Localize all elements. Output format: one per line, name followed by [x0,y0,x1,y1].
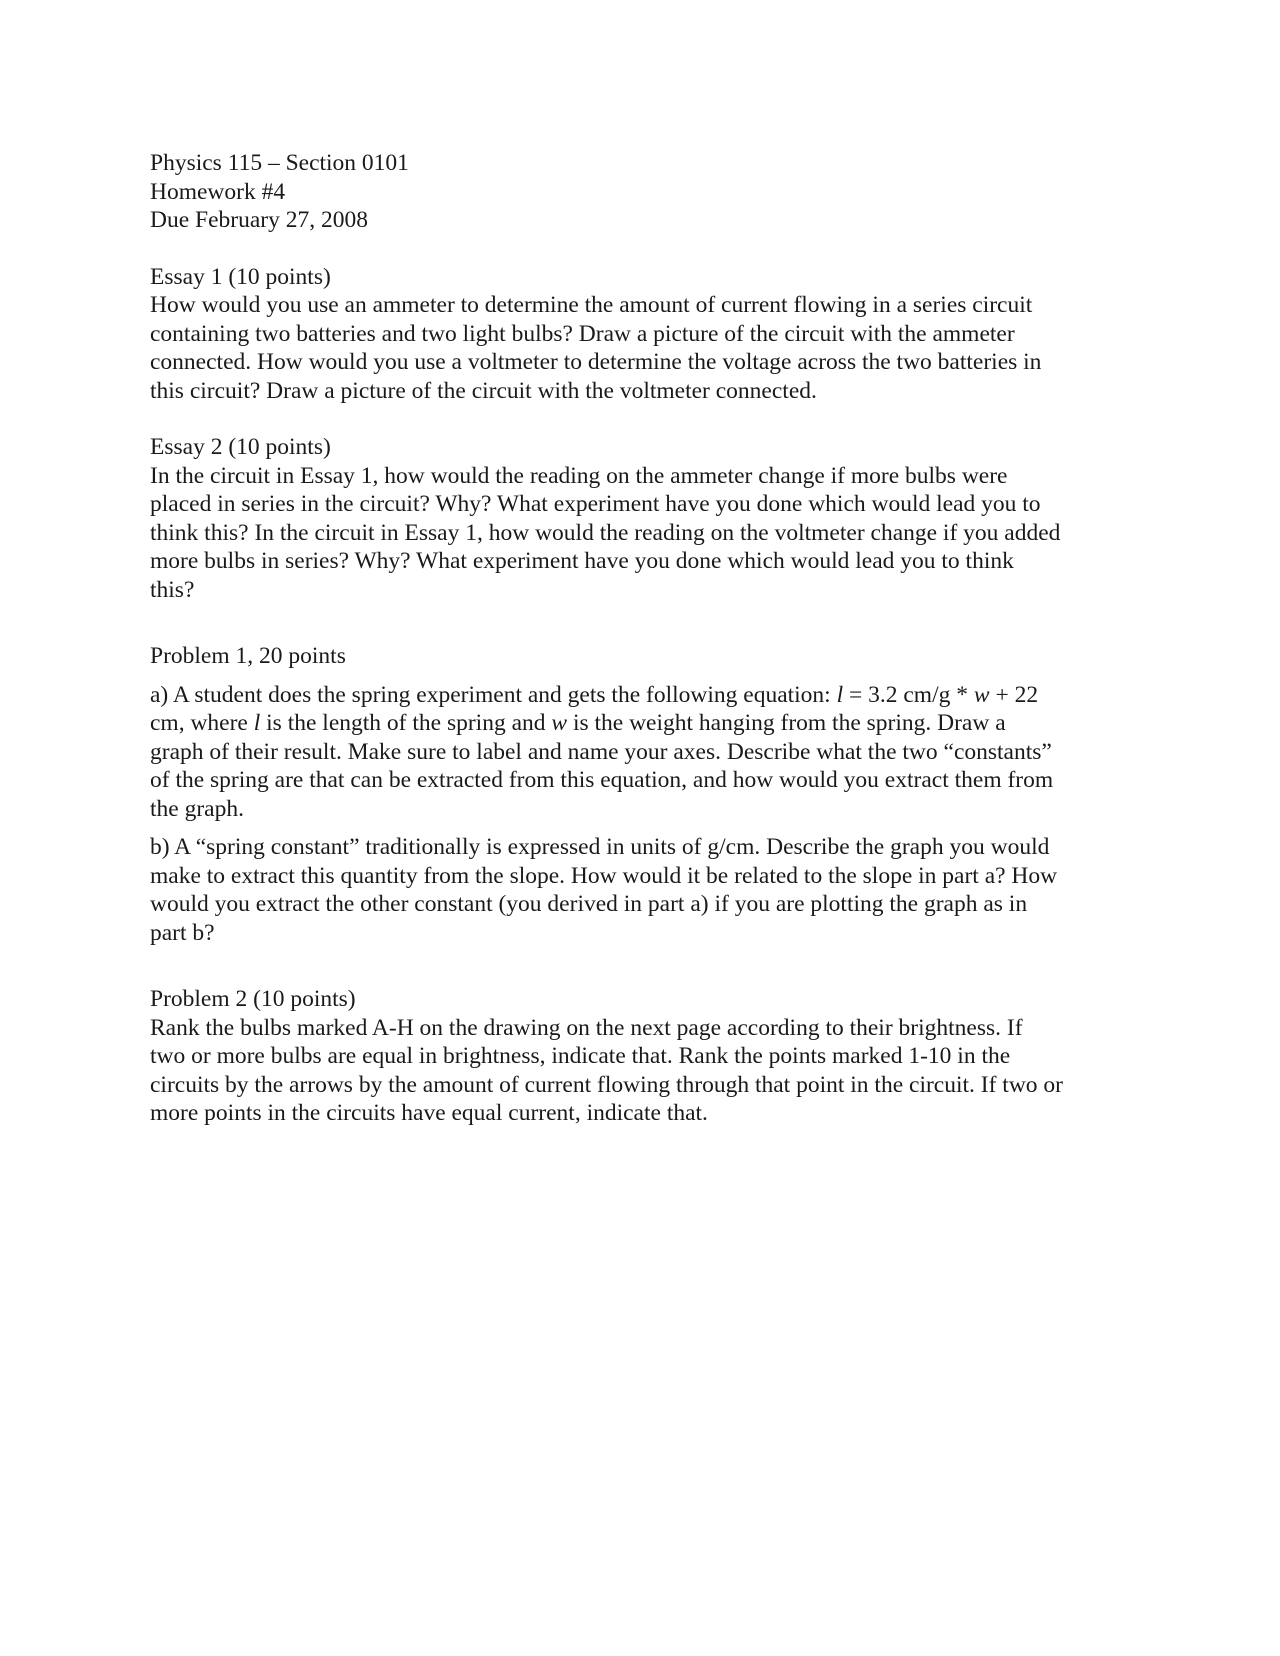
homework-number: Homework #4 [150,178,286,205]
part-b-line: part b? [150,919,215,946]
essay-2-line: think this? In the circuit in Essay 1, how would the reading on the voltmeter change if you added [150,519,1061,546]
part-b-line: make to extract this quantity from the slope. How would it be related to the slope in part a? How [150,862,1058,889]
problem-2 [150,985,1140,1128]
essay-2-line: placed in series in the circuit? Why? What experiment have you done which would lead you to [150,491,1041,517]
essay-2-line: more bulbs in series? Why? What experiment have you done which would lead you to think [150,548,1014,574]
part-a-line: of the spring are that can be extracted from this equation, and how would you extract them from [150,767,1054,793]
essay-2-line: this? [150,576,195,603]
part-a-line: cm, where l is the length of the spring and w is the weight hanging from the spring. Draw a [150,710,1006,736]
variable-w: w [551,710,568,736]
problem-1-title: Problem 1, 20 points [150,643,346,669]
essay-2-line: In the circuit in Essay 1, how would the reading on the ammeter change if more bulbs were [150,462,1008,489]
problem-2-line: two or more bulbs are equal in brightness, indicate that. Rank the points marked 1-10 in the [150,1043,1011,1069]
part-a-line: a) A student does the spring experiment and gets the following equation: l = 3.2 cm/g * w + 22 [150,681,1039,708]
problem-2-line: more points in the circuits have equal current, indicate that. [150,1100,708,1126]
essay-1-title: Essay 1 (10 points) [150,263,331,290]
document-header [150,149,1140,235]
variable-l: l [836,681,844,708]
essay-1-line: containing two batteries and two light bulbs? Draw a picture of the circuit with the ammeter [150,320,1015,347]
essay-1-line: How would you use an ammeter to determine the amount of current flowing in a series circuit [150,292,1033,318]
problem-1-part-a [150,681,1140,824]
part-b-line: would you extract the other constant (you derived in part a) if you are plotting the graph as in [150,891,1028,917]
due-date: Due February 27, 2008 [150,207,368,233]
problem-1 [150,642,1140,947]
problem-2-title: Problem 2 (10 points) [150,986,356,1012]
essay-2 [150,433,1140,604]
problem-2-line: Rank the bulbs marked A-H on the drawing on the next page according to their brightness. If [150,1014,1023,1041]
problem-1-part-b [150,833,1140,947]
part-a-line: graph of their result. Make sure to label and name your axes. Describe what the two “constants” [150,738,1052,765]
variable-l: l [253,710,261,736]
essay-1-line: this circuit? Draw a picture of the circuit with the voltmeter connected. [150,377,817,404]
part-a-line: the graph. [150,795,244,822]
part-b-line: b) A “spring constant” traditionally is expressed in units of g/cm. Describe the graph you would [150,834,1050,860]
variable-w: w [973,681,990,708]
homework-document [150,149,1140,1128]
essay-1 [150,263,1140,406]
problem-2-line: circuits by the arrows by the amount of current flowing through that point in the circuit. If two or [150,1071,1064,1098]
essay-2-title: Essay 2 (10 points) [150,434,331,460]
course-title: Physics 115 – Section 0101 [150,150,409,176]
essay-1-line: connected. How would you use a voltmeter to determine the voltage across the two batteries in [150,349,1042,375]
